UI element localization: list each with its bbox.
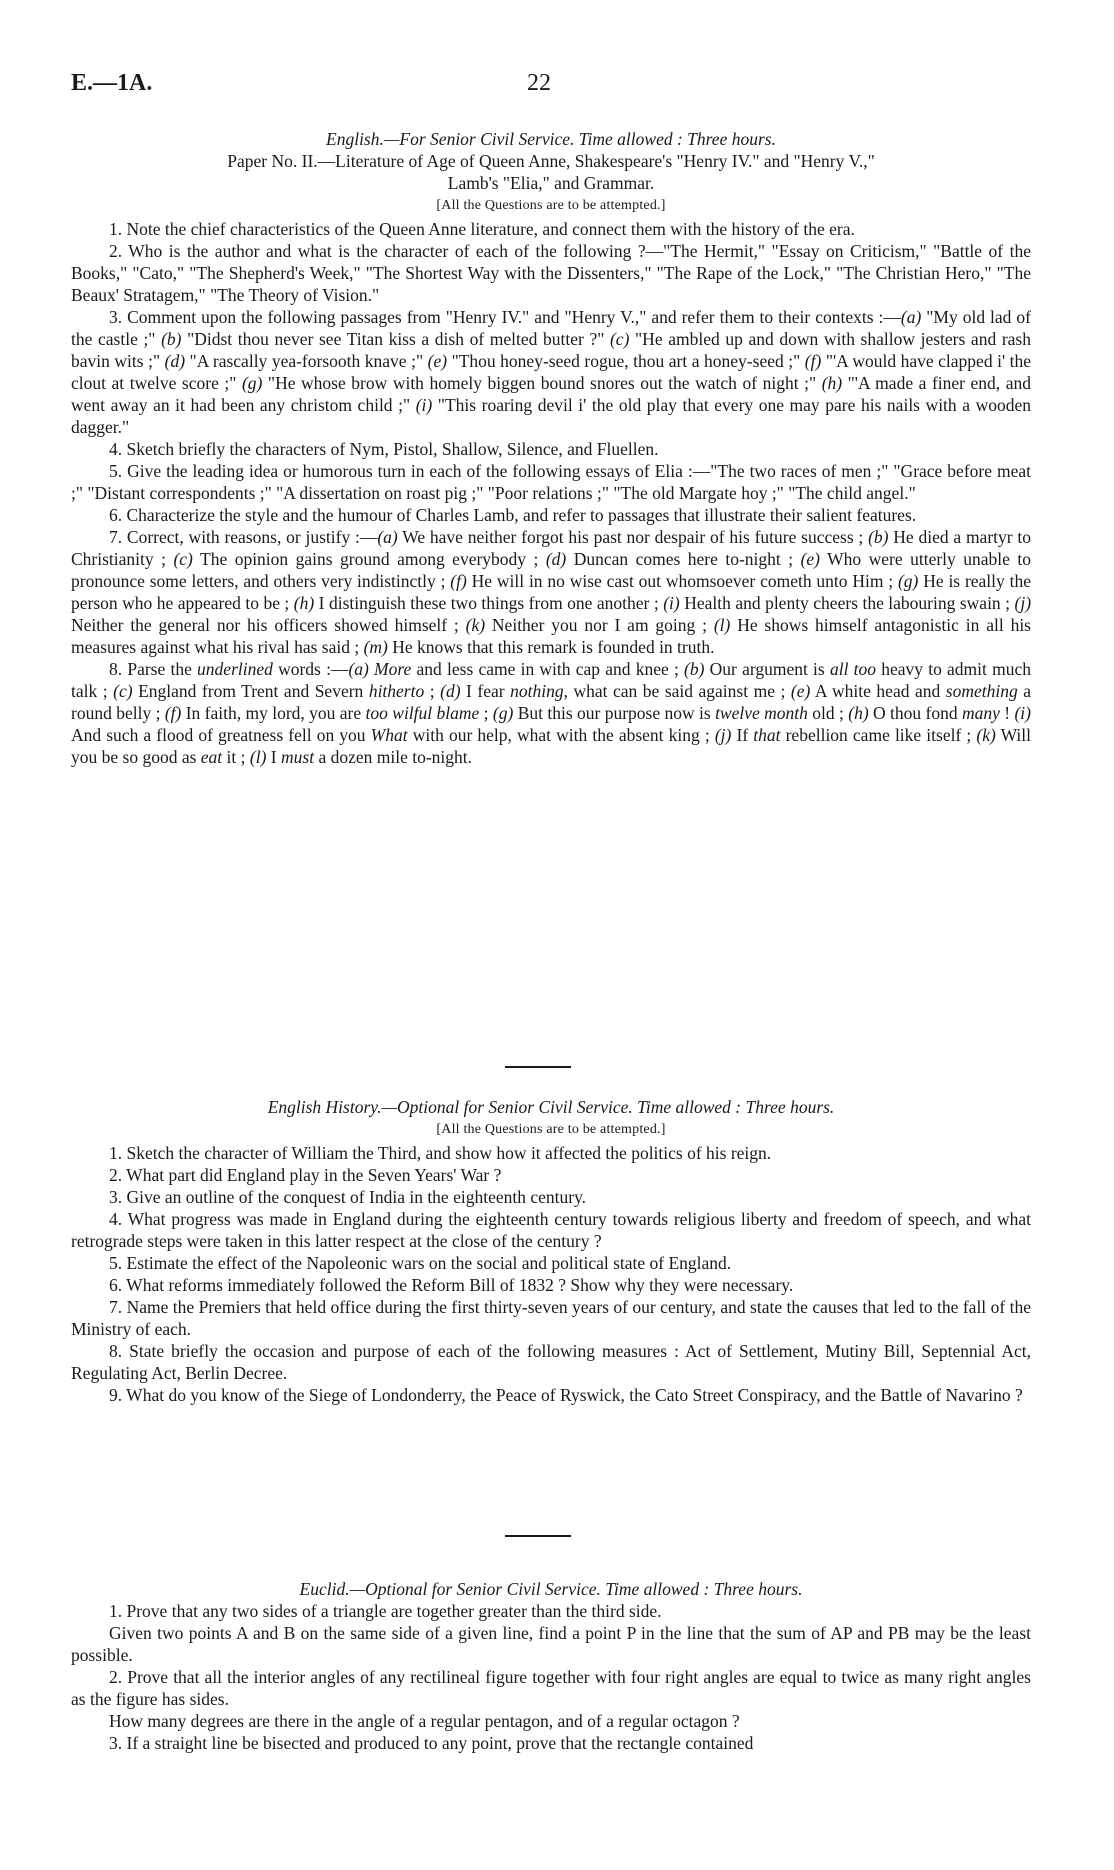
q7-d-text: Duncan comes here to-night ; [566, 549, 801, 569]
q8-j-text2: rebellion came like itself ; [780, 725, 977, 745]
english-question-2: 2. Who is the author and what is the character of each of the following ?—"The Hermit," "Essay on Criticism," "Battle of the Books," "Cato," "The Shepherd's Week," "The Shortest Way with the Dissenters," "The Rape of the Lock," "The Christian Hero," "The Beaux' Stratagem," "The Theory of Vision." [71, 241, 1031, 305]
english-question-5: 5. Give the leading idea or humorous turn in each of the following essays of Elia :—"The two races of men ;" "Grace before meat ;" "Distant correspondents ;" "A dissertation on roast pig ;" "Poor relations ;" "The old Margate hoy ;" "The child angel." [71, 461, 1031, 503]
q3-f-letter: (f) [804, 351, 822, 371]
q8-underlined: underlined [197, 659, 273, 679]
q8-d-text1: I fear [460, 681, 511, 701]
q8-k-text1: Will you be so good as [71, 725, 1032, 767]
q8-l-text1: I [266, 747, 281, 767]
q8-a-letter: (a) [348, 659, 369, 679]
english-title: English.—For Senior Civil Service. Time allowed : Three hours. [326, 129, 776, 149]
english-question-1: 1. Note the chief characteristics of the Queen Anne literature, and connect them with the history of the era. [109, 219, 855, 239]
q3-c-text: "He ambled up and down with shallow jesters and rash bavin wits ;" [71, 329, 1031, 371]
q8-c-word: hitherto [368, 681, 425, 701]
q8-f-text2: ; [479, 703, 493, 723]
q8-b-word: all too [829, 659, 876, 679]
q7-g-letter: (g) [897, 571, 919, 591]
document-reference: E.—1A. [71, 70, 153, 96]
q3-f-text: "'A would have clapped i' the clout at twelve score ;" [71, 351, 1031, 393]
english-question-6: 6. Characterize the style and the humour of Charles Lamb, and refer to passages that illustrate their salient features. [109, 505, 917, 525]
history-question-1: 1. Sketch the character of William the Third, and show how it affected the politics of his reign. [109, 1143, 772, 1163]
q8-k-letter: (k) [976, 725, 996, 745]
q7-i-text: Health and plenty cheers the labouring swain ; [679, 593, 1015, 613]
q8-l-text2: a dozen mile to-night. [314, 747, 473, 767]
history-question-8: 8. State briefly the occasion and purpose of each of the following measures : Act of Settlement, Mutiny Bill, Septennial Act, Regulating Act, Berlin Decree. [71, 1341, 1031, 1383]
english-question-4: 4. Sketch briefly the characters of Nym, Pistol, Shallow, Silence, and Fluellen. [109, 439, 659, 459]
q8-j-word: that [753, 725, 781, 745]
q3-i-text: "This roaring devil i' the old play that every one may pare his nails with a wooden dagger." [71, 395, 1031, 437]
english-paper-line1: Paper No. II.—Literature of Age of Queen Anne, Shakespeare's "Henry IV." and "Henry V.," [227, 151, 875, 171]
english-question-7 [71, 526, 1031, 658]
q8-intro2: words :— [272, 659, 349, 679]
q7-k-text: Neither you nor I am going ; [485, 615, 714, 635]
q7-g-text: He is really the person who he appeared to be ; [71, 571, 1031, 613]
q8-c-letter: (c) [113, 681, 133, 701]
q7-h-text: I distinguish these two things from one another ; [314, 593, 664, 613]
history-title: English History.—Optional for Senior Civil Service. Time allowed : Three hours. [267, 1097, 835, 1117]
english-question-8 [71, 658, 1031, 768]
section-divider [505, 1066, 571, 1068]
q8-g-text1: But this our purpose now is [513, 703, 716, 723]
q8-d-word: nothing [510, 681, 564, 701]
q7-d-letter: (d) [545, 549, 567, 569]
q7-m-text: He knows that this remark is founded in truth. [387, 637, 715, 657]
q8-h-word: many [961, 703, 1000, 723]
q7-l-text: He shows himself antagonistic in all his measures against what his rival has said ; [71, 615, 1031, 657]
history-question-6: 6. What reforms immediately followed the Reform Bill of 1832 ? Show why they were necessary. [109, 1275, 794, 1295]
euclid-question-1: 1. Prove that any two sides of a triangle are together greater than the third side. [109, 1601, 662, 1621]
q8-f-letter: (f) [164, 703, 182, 723]
q8-i-word: What [370, 725, 408, 745]
q8-b-text2: heavy to admit much talk ; [71, 659, 1031, 701]
q8-l-letter: (l) [249, 747, 267, 767]
q7-j-text: Neither the general nor his officers showed himself ; [71, 615, 466, 635]
euclid-question-2-rider: How many degrees are there in the angle of a regular pentagon, and of a regular octagon ? [109, 1711, 740, 1731]
q8-b-text1: Our argument is [704, 659, 830, 679]
q3-e-text: "Thou honey-seed rogue, thou art a honey-seed ;" [447, 351, 805, 371]
q3-e-letter: (e) [427, 351, 448, 371]
q7-j-letter: (j) [1014, 593, 1032, 613]
q8-d-letter: (d) [440, 681, 461, 701]
q8-c-text2: ; [424, 681, 441, 701]
q7-e-letter: (e) [800, 549, 820, 569]
q8-l-word: must [281, 747, 315, 767]
q3-h-letter: (h) [821, 373, 843, 393]
q3-d-text: "A rascally yea-forsooth knave ;" [185, 351, 428, 371]
q3-h-text: "'A made a finer end, and went away an it had been any christom child ;" [71, 373, 1032, 415]
history-question-4: 4. What progress was made in England during the eighteenth century towards religious liberty and freedom of speech, and what retrograde steps were taken in this latter respect at the close of the century ? [71, 1209, 1031, 1251]
euclid-question-1-rider: Given two points A and B on the same side of a given line, find a point P in the line that the sum of AP and PB may be the least possible. [71, 1623, 1031, 1665]
q8-d-text2: , what can be said against me ; [563, 681, 791, 701]
q7-m-letter: (m) [363, 637, 388, 657]
q8-a-text: and less came in with cap and knee ; [411, 659, 685, 679]
english-paper-line2: Lamb's "Elia," and Grammar. [447, 173, 655, 193]
english-section [71, 128, 1031, 768]
q7-e-text: Who were utterly unable to pronounce some letters, and others very indistinctly ; [71, 549, 1031, 591]
q8-f-text1: In faith, my lord, you are [181, 703, 366, 723]
q3-intro: 3. Comment upon the following passages from "Henry IV." and "Henry V.," and refer them to their contexts :— [109, 307, 901, 327]
q3-c-letter: (c) [609, 329, 630, 349]
q7-l-letter: (l) [713, 615, 731, 635]
history-question-3: 3. Give an outline of the conquest of India in the eighteenth century. [109, 1187, 587, 1207]
q7-i-letter: (i) [663, 593, 680, 613]
q8-g-word: twelve month [715, 703, 808, 723]
q7-c-letter: (c) [173, 549, 193, 569]
q7-b-letter: (b) [868, 527, 889, 547]
history-note: [All the Questions are to be attempted.] [436, 1122, 666, 1137]
history-question-9: 9. What do you know of the Siege of Londonderry, the Peace of Ryswick, the Cato Street Conspiracy, and the Battle of Navarino ? [109, 1385, 1023, 1405]
q7-a-text: We have neither forgot his past nor despair of his future success ; [397, 527, 869, 547]
q7-intro: 7. Correct, with reasons, or justify :— [109, 527, 378, 547]
q8-j-letter: (j) [714, 725, 732, 745]
q7-h-letter: (h) [293, 593, 315, 613]
q3-a-text: "My old lad of the castle ;" [71, 307, 1031, 349]
section-divider [505, 1535, 571, 1537]
q8-c-text: England from Trent and Severn [132, 681, 369, 701]
euclid-title: Euclid.—Optional for Senior Civil Service. Time allowed : Three hours. [299, 1579, 803, 1599]
q7-f-letter: (f) [450, 571, 467, 591]
q8-g-text2: old ; [807, 703, 849, 723]
q8-intro: 8. Parse the [109, 659, 198, 679]
q8-g-letter: (g) [492, 703, 514, 723]
q3-b-text: "Didst thou never see Titan kiss a dish of melted butter ?" [181, 329, 610, 349]
q8-a-word: More [368, 659, 412, 679]
history-question-7: 7. Name the Premiers that held office during the first thirty-seven years of our century, and state the causes that led to the fall of the Ministry of each. [71, 1297, 1031, 1339]
q8-k-text2: it ; [222, 747, 250, 767]
q8-f-word: too wilful blame [365, 703, 480, 723]
euclid-question-2: 2. Prove that all the interior angles of any rectilineal figure together with four right angles are equal to twice as many right angles as the figure has sides. [71, 1667, 1031, 1709]
q8-e-text1: A white head and [810, 681, 946, 701]
euclid-question-3: 3. If a straight line be bisected and produced to any point, prove that the rectangle contained [109, 1733, 754, 1753]
q7-b-text: He died a martyr to Christianity ; [71, 527, 1031, 569]
q8-e-letter: (e) [790, 681, 811, 701]
q8-j-text1: If [731, 725, 754, 745]
history-question-5: 5. Estimate the effect of the Napoleonic wars on the social and political state of England. [109, 1253, 732, 1273]
q3-g-text: "He whose brow with homely biggen bound snores out the watch of night ;" [262, 373, 822, 393]
q7-c-text: The opinion gains ground among everybody ; [192, 549, 546, 569]
q8-i-text2: with our help, what with the absent king ; [407, 725, 715, 745]
q3-b-letter: (b) [161, 329, 182, 349]
history-section [71, 1096, 1031, 1406]
q3-i-letter: (i) [415, 395, 433, 415]
q8-e-text2: a round belly ; [71, 681, 1031, 723]
q8-h-text2: ! [999, 703, 1015, 723]
english-question-3 [71, 306, 1031, 438]
euclid-section [71, 1578, 1031, 1754]
q3-a-letter: (a) [900, 307, 922, 327]
q8-i-letter: (i) [1014, 703, 1031, 723]
q3-g-letter: (g) [241, 373, 263, 393]
q8-k-word: eat [200, 747, 223, 767]
q7-f-text: He will in no wise cast out whomsoever cometh unto Him ; [466, 571, 898, 591]
q8-h-text1: O thou fond [868, 703, 962, 723]
q8-i-text1: And such a flood of greatness fell on you [71, 725, 371, 745]
q8-e-word: something [945, 681, 1018, 701]
q8-b-letter: (b) [684, 659, 705, 679]
q7-k-letter: (k) [465, 615, 486, 635]
q7-a-letter: (a) [377, 527, 398, 547]
page-number: 22 [527, 70, 551, 96]
english-note: [All the Questions are to be attempted.] [436, 198, 666, 213]
history-question-2: 2. What part did England play in the Seven Years' War ? [109, 1165, 502, 1185]
q3-d-letter: (d) [164, 351, 186, 371]
q8-h-letter: (h) [848, 703, 869, 723]
